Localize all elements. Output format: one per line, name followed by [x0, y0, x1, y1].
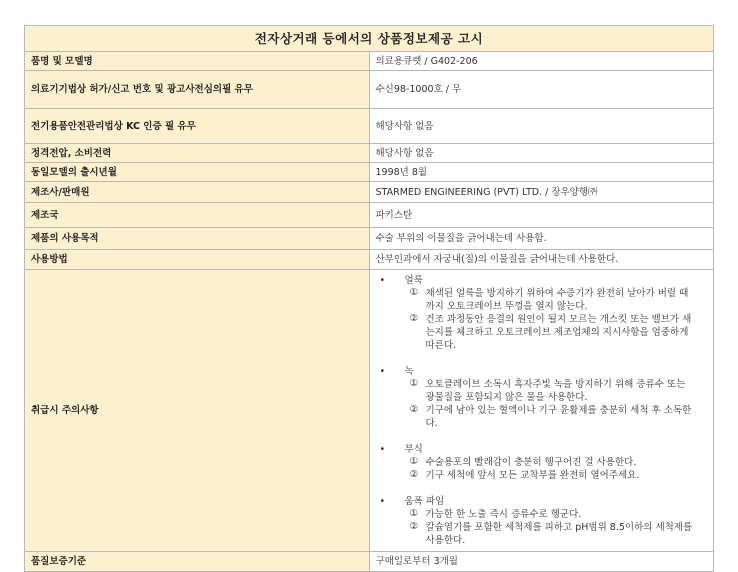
section-heading: 움폭 파임 — [404, 496, 445, 507]
item-text: 건조 과정동안 응결의 원인이 될지 모르는 개스킷 또는 밸브가 새는지를 체크하고 오토크레이브 제조업체의 지시사항을 엄중하게 따른다. — [425, 314, 692, 351]
care-section-corrosion — [376, 443, 708, 482]
row-value: 해당사항 없음 — [369, 144, 714, 163]
bullet: • — [379, 444, 386, 455]
table-row — [25, 250, 714, 270]
item-text: 기구 세척에 앞서 모든 교착부를 완전히 열어주세요. — [425, 470, 640, 481]
warranty-value: 구매일로부터 3개월 — [369, 552, 714, 572]
bullet: • — [379, 496, 386, 507]
row-value: 수신98-1000호 / 무 — [369, 71, 714, 109]
row-value: 파키스탄 — [369, 203, 714, 228]
row-label: 정격전압, 소비전력 — [25, 144, 370, 163]
table-row — [25, 552, 714, 572]
row-value: 해당사항 없음 — [369, 109, 714, 144]
table-row — [25, 163, 714, 182]
bullet: • — [379, 366, 386, 377]
care-instructions — [369, 270, 714, 552]
item-text: 기구에 남아 있는 혈액이나 기구 윤활제를 충분히 세척 후 소독한다. — [425, 405, 692, 429]
table-row — [25, 228, 714, 250]
table-row — [25, 71, 714, 109]
row-label: 사용방법 — [25, 250, 370, 270]
table-row — [25, 182, 714, 203]
row-value: 수술 부위의 이물질을 긁어내는데 사용함. — [369, 228, 714, 250]
section-heading: 녹 — [404, 366, 414, 377]
bullet: • — [379, 275, 386, 286]
item-text: 채색된 얼룩을 방지하기 위하여 수증기가 완전히 날아가 버릴 때까지 오토크레이브 뚜껑을 열지 않는다. — [425, 288, 689, 312]
table-row — [25, 144, 714, 163]
item-text: 수술용포의 빨래감이 충분히 헹구어진 걸 사용한다. — [425, 457, 637, 468]
row-label: 전기용품안전관리법상 KC 인증 필 유무 — [25, 109, 370, 144]
section-heading: 얼룩 — [404, 275, 423, 286]
table-row — [25, 203, 714, 228]
table-title: 전자상거래 등에서의 상품정보제공 고시 — [25, 26, 714, 52]
item-number: ① — [409, 456, 419, 467]
item-number: ② — [409, 469, 419, 480]
row-label: 제조사/판매원 — [25, 182, 370, 203]
item-number: ② — [409, 521, 419, 532]
item-text: 가능한 한 노출 즉시 증류수로 헹군다. — [425, 509, 582, 520]
row-value: STARMED ENGINEERING (PVT) LTD. / 장우양행㈜ — [369, 182, 714, 203]
row-value: 의료용큐렛 / G402-206 — [369, 52, 714, 71]
care-label: 취급시 주의사항 — [25, 270, 370, 552]
item-number: ② — [409, 313, 419, 324]
product-info-table — [24, 25, 714, 572]
row-value: 산부인과에서 자궁내(질)의 이물질을 긁어내는데 사용한다. — [369, 250, 714, 270]
care-row — [25, 270, 714, 552]
product-info-notice — [24, 25, 714, 572]
item-number: ① — [409, 508, 419, 519]
row-label: 제조국 — [25, 203, 370, 228]
warranty-label: 품질보증기준 — [25, 552, 370, 572]
care-section-rust — [376, 365, 708, 430]
item-text: 오토클레이브 소독시 흑자주빛 녹을 방지하기 위해 증류수 또는 광물질을 포함되지 않은 물을 사용한다. — [425, 379, 686, 403]
care-section-pitting — [376, 495, 708, 547]
row-value: 1998년 8월 — [369, 163, 714, 182]
row-label: 의료기기법상 허가/신고 번호 및 광고사전심의필 유무 — [25, 71, 370, 109]
item-text: 칼슘염기를 포함한 세척제를 피하고 pH범위 8.5이하의 세척제를 사용한다. — [425, 522, 693, 546]
care-section-stain — [376, 274, 708, 352]
row-label: 품명 및 모델명 — [25, 52, 370, 71]
row-label: 동일모델의 출시년월 — [25, 163, 370, 182]
item-number: ② — [409, 404, 419, 415]
table-row — [25, 109, 714, 144]
item-number: ① — [409, 287, 419, 298]
table-row — [25, 52, 714, 71]
item-number: ① — [409, 378, 419, 389]
row-label: 제품의 사용목적 — [25, 228, 370, 250]
section-heading: 부식 — [404, 444, 423, 455]
